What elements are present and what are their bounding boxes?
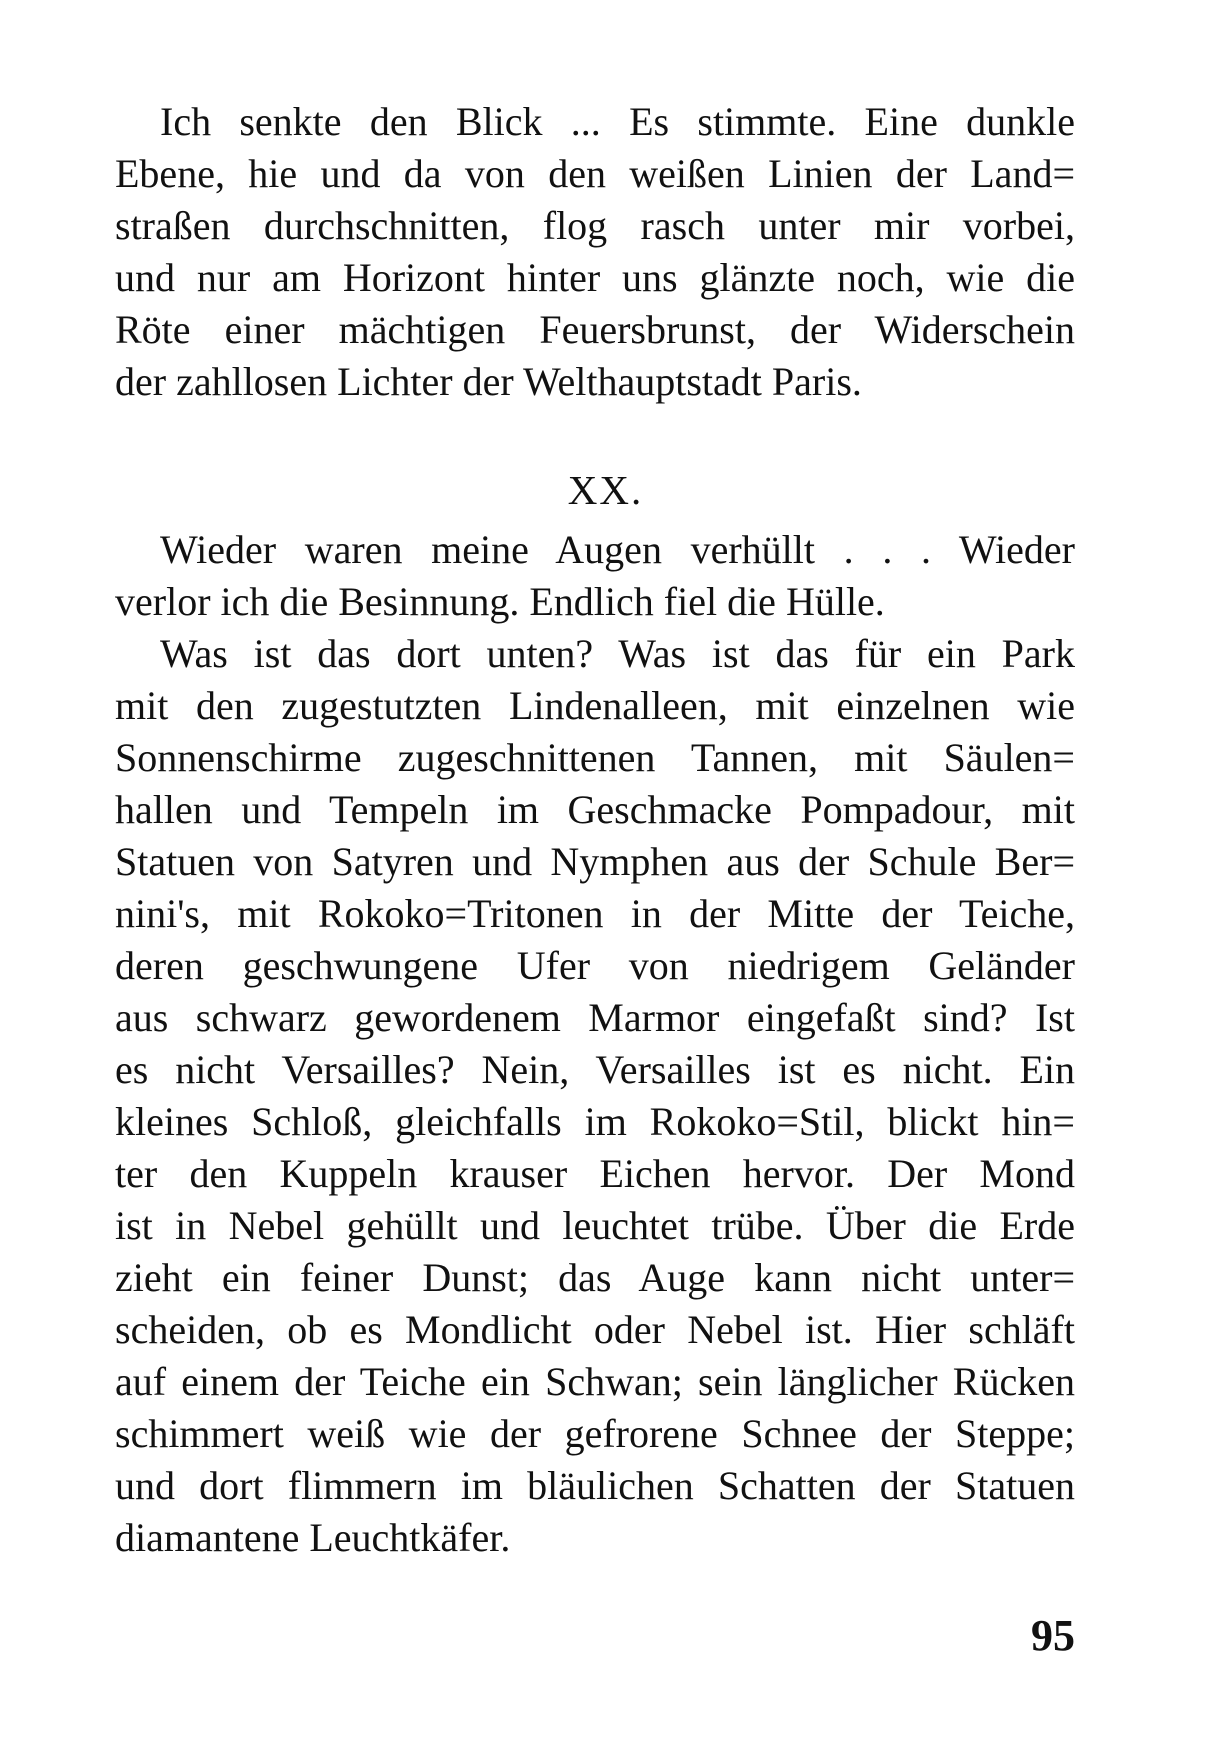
text-line: nini's, mit Rokoko=Tritonen in der Mitte der Teiche, [115,891,1075,936]
text-line: und nur am Horizont hinter uns glänzte noch, wie die [115,255,1075,300]
text-line: zieht ein feiner Dunst; das Auge kann nicht unter= [115,1255,1075,1300]
text-line: deren geschwungene Ufer von niedrigem Geländer [115,943,1075,988]
text-line: mit den zugestutzten Lindenalleen, mit einzelnen wie [115,683,1075,728]
paragraph-1 [115,96,1075,408]
text-line: es nicht Versailles? Nein, Versailles ist es nicht. Ein [115,1047,1075,1092]
text-line: und dort flimmern im bläulichen Schatten der Statuen [115,1463,1075,1508]
text-line: hallen und Tempeln im Geschmacke Pompadour, mit [115,787,1075,832]
text-line: diamantene Leuchtkäfer. [115,1515,511,1560]
text-line: Sonnenschirme zugeschnittenen Tannen, mit Säulen= [115,735,1075,780]
text-line: Ebene, hie und da von den weißen Linien der Land= [115,151,1075,196]
text-line: ist in Nebel gehüllt und leuchtet trübe. Über die Erde [115,1203,1075,1248]
text-line: auf einem der Teiche ein Schwan; sein länglicher Rücken [115,1359,1075,1404]
text-line: Röte einer mächtigen Feuersbrunst, der Widerschein [115,307,1075,352]
chapter-heading: XX. [567,467,644,513]
paragraph-2-and-3 [115,524,1075,1564]
text-line: Statuen von Satyren und Nymphen aus der Schule Ber= [115,839,1075,884]
text-line: verlor ich die Besinnung. Endlich fiel die Hülle. [115,579,885,624]
text-line: ter den Kuppeln krauser Eichen hervor. Der Mond [115,1151,1075,1196]
text-line: kleines Schloß, gleichfalls im Rokoko=Stil, blickt hin= [115,1099,1075,1144]
text-line: Was ist das dort unten? Was ist das für ein Park [160,631,1075,676]
text-line: der zahllosen Lichter der Welthauptstadt Paris. [115,359,862,404]
text-line: Wieder waren meine Augen verhüllt . . . Wieder [160,527,1075,572]
text-line: straßen durchschnitten, flog rasch unter mir vorbei, [115,203,1075,248]
text-line: scheiden, ob es Mondlicht oder Nebel ist. Hier schläft [115,1307,1075,1352]
text-line: aus schwarz gewordenem Marmor eingefaßt sind? Ist [115,995,1075,1040]
text-line: schimmert weiß wie der gefrorene Schnee der Steppe; [115,1411,1075,1456]
page-number: 95 [1031,1611,1075,1660]
text-line: Ich senkte den Blick ... Es stimmte. Eine dunkle [160,99,1075,144]
